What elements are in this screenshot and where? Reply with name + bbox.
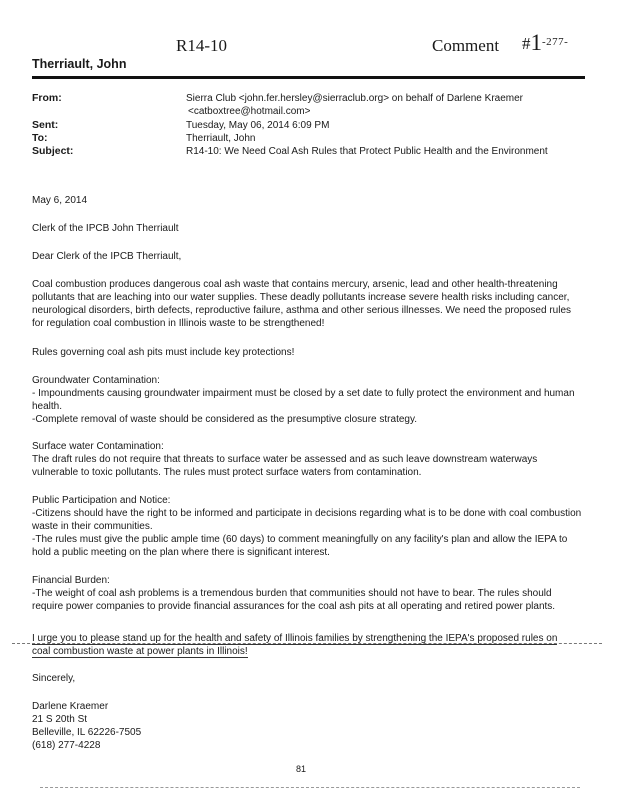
rules-statement: Rules governing coal ash pits must include key protections! [32,347,295,358]
urge-line-2: coal combustion waste at power plants in Illinois! [32,646,248,657]
public-point-1: -Citizens should have the right to be informed and participate in decisions regarding what is to be done with coal combustion waste in their communities. [32,508,582,532]
letter-salutation: Dear Clerk of the IPCB Therriault, [32,251,182,262]
signature-street: 21 S 20th St [32,714,88,725]
from-line-2: <catboxtree@hotmail.com> [188,106,311,117]
footer-artifact-line [40,787,580,788]
groundwater-point-2: -Complete removal of waste should be considered as the presumptive closure strategy. [32,414,418,425]
financial-point-1: -The weight of coal ash problems is a tremendous burden that communities should not have to bear. The rules should require power companies to provide financial assurances for the coal ash pits at all operating and retired power plants. [32,588,556,612]
sent-label: Sent: [32,119,59,131]
from-value [186,92,576,118]
public-heading: Public Participation and Notice: [32,495,171,506]
header-divider [32,76,585,79]
signature-city: Belleville, IL 62226-7505 [32,727,142,738]
urge-line-1: I urge you to please stand up for the health and safety of Illinois families by strengthening the IEPA's proposed rules on [32,633,558,644]
sent-value: Tuesday, May 06, 2014 6:09 PM [186,120,330,131]
public-point-2: -The rules must give the public ample time (60 days) to comment meaningfully on any facility's plan and allow the IEPA to hold a public meeting on the plan where there is significant interest. [32,534,568,558]
surface-point-1: The draft rules do not require that threats to surface water be assessed and as such leave downstream waterways vulnerable to toxic pollutants. The rules must protect surface waters from contamination. [32,454,538,478]
comment-label: Comment [432,36,500,55]
page-number: 81 [296,764,307,774]
docket-number: R14-10 [176,36,227,55]
urge-paragraph [32,632,584,658]
letter-intro: Coal combustion produces dangerous coal ash waste that contains mercury, arsenic, lead and other health-threatening pollutants that are leaching into our water supplies. These deadly pollutants increase severe health risks including cancer, neurological disorders, birth defects, reproductive failure, asthma and other serious illnesses. We need the proposed rules for regulation coal combustion in Illinois waste to be strengthened! [32,279,571,329]
comment-number-rest: -277- [542,36,569,48]
to-value: Therriault, John [186,133,256,144]
groundwater-heading: Groundwater Contamination: [32,375,160,386]
mailbox-owner: Therriault, John [32,57,127,71]
from-line-1: Sierra Club <john.fer.hersley@sierraclub.org> on behalf of Darlene Kraemer [186,93,523,104]
surface-section [32,440,584,479]
financial-section [32,574,584,613]
comment-number-main: 1 [530,30,542,55]
subject-value: R14-10: We Need Coal Ash Rules that Protect Public Health and the Environment [186,146,548,157]
comment-number-prefix: # [522,34,531,53]
letter-date: May 6, 2014 [32,195,88,206]
financial-heading: Financial Burden: [32,575,110,586]
subject-label: Subject: [32,145,74,157]
signature-name: Darlene Kraemer [32,701,109,712]
signature-phone: (618) 277-4228 [32,740,101,751]
comment-number [522,30,568,56]
closing: Sincerely, [32,673,76,684]
to-label: To: [32,132,48,144]
from-label: From: [32,92,62,104]
groundwater-section [32,374,584,426]
public-section [32,494,584,559]
letter-addressee: Clerk of the IPCB John Therriault [32,223,179,234]
scan-artifact-line [12,643,602,644]
surface-heading: Surface water Contamination: [32,441,164,452]
signature-block [32,700,584,752]
groundwater-point-1: - Impoundments causing groundwater impairment must be closed by a set date to fully protect the environment and human health. [32,388,575,412]
